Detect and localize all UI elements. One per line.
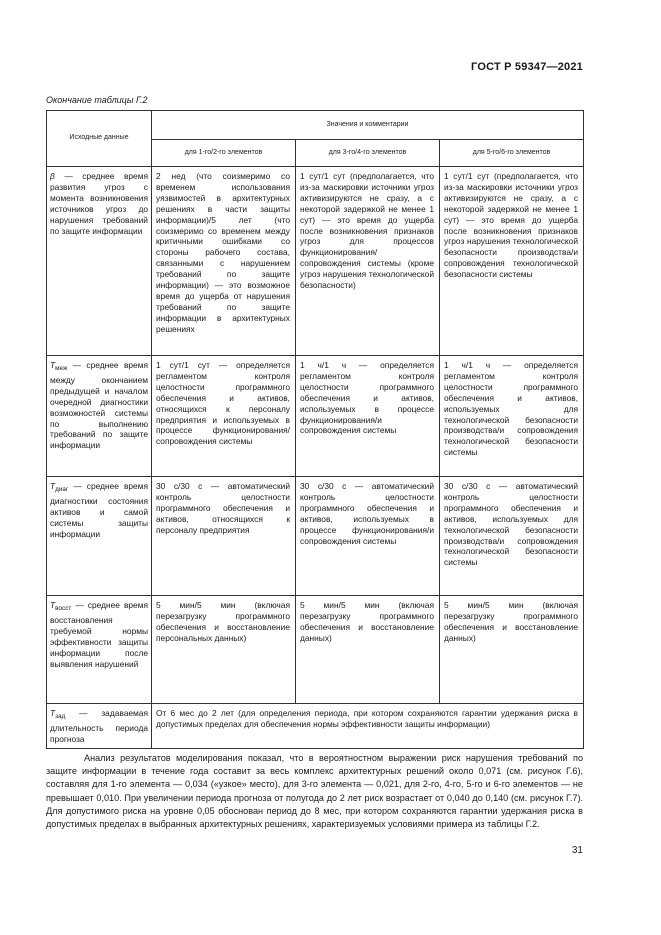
value-cell: 1 сут/1 сут — определяется регламентом контроля целостности программного обеспечения и активов, относящихся к персоналу предприятия и используемых в процессе функционирования/сопровождения системы <box>152 356 296 477</box>
merged-value-cell: От 6 мес до 2 лет (для определения периода, при котором сохраняются гарантии удержания риска в допустимых пределах для обеспечения нормы эффективности защиты информации) <box>152 704 584 749</box>
header-elements-1-2: для 1-го/2-го элементов <box>152 140 296 167</box>
value-cell: 5 мин/5 мин (включая перезагрузку программного обеспечения и восстановление данных) <box>296 596 440 704</box>
value-cell: 30 с/30 с — автоматический контроль целостности программного обеспечения и активов, используемых в процессе функционирования/и сопровождения системы <box>296 477 440 596</box>
param-t-zad: $T_{зад}$ — задаваемая длительность периода прогноза <box>47 704 152 749</box>
header-values-comments: Значения и комментарии <box>152 111 584 140</box>
data-table <box>46 110 584 749</box>
value-cell: 2 нед (что соизмеримо со временем использования уязвимостей в архитектурных решениях в части защиты информации)/5 лет (что соизмеримо со временем между критичными ошибками со стороны рабочего состава, связанными с нарушением требований по защите информации) — это возможное время до ущерба от нарушения требований по защите информации в архитектурных решениях <box>152 167 296 356</box>
value-cell: 30 с/30 с — автоматический контроль целостности программного обеспечения и активов, относящихся к персоналу предприятия <box>152 477 296 596</box>
table-row <box>47 167 584 356</box>
param-t-vosst: $T_{восст}$ — среднее время восстановления требуемой нормы эффективности защиты информации после выявления нарушений <box>47 596 152 704</box>
value-cell: 5 мин/5 мин (включая перезагрузку программного обеспечения и восстановление данных) <box>440 596 584 704</box>
value-cell: 1 ч/1 ч — определяется регламентом контроля целостности программного обеспечения и активов, используемых для технологической безопасности производства/и сопровождения технологической безопасности системы <box>440 356 584 477</box>
table-row <box>47 356 584 477</box>
param-beta: β — среднее время развития угроз с момента возникновения источников угроз до нарушения требований по защите информации <box>47 167 152 356</box>
value-cell: 1 ч/1 ч — определяется регламентом контроля целостности программного обеспечения и активов, используемых в процессе функционирования/и сопровождения системы <box>296 356 440 477</box>
param-t-diag: $T_{диаг}$ — среднее время диагностики состояния активов и самой системы защиты информации <box>47 477 152 596</box>
value-cell: 1 сут/1 сут (предполагается, что из-за маскировки источники угроз активизируются не сразу, а с некоторой задержкой не менее 1 сут) — это время до ущерба после возникновения признаков угроз для процессов функционирования/сопровождения системы (кроме угроз нарушения технологической безопасности) <box>296 167 440 356</box>
table-caption: Окончание таблицы Г.2 <box>46 95 148 105</box>
param-t-mezh: $T_{меж}$ — среднее время между окончанием предыдущей и началом очередной диагностики возможностей системы по выполнению требований по защите информации <box>47 356 152 477</box>
value-cell: 30 с/30 с — автоматический контроль целостности программного обеспечения и активов, используемых для технологической безопасности производства/и сопровождения технологической безопасности системы <box>440 477 584 596</box>
value-cell: 1 сут/1 сут (предполагается, что из-за маскировки источники угроз активизируются не сразу, а с некоторой задержкой не менее 1 сут) — это время до ущерба после возникновения признаков угроз нарушения технологической безопасности производства/и сопровождения технологической безопасности системы <box>440 167 584 356</box>
analysis-paragraph: Анализ результатов моделирования показал, что в вероятностном выражении риск нарушения требований по защите информации в течение года составит за весь комплекс архитектурных решений около 0,071 (см. рисунок Г.6), составляя для 1-го элемента — 0,034 («узкое» место), для 3-го элемента — 0,021, для 2-го, 4-го, 5-го и 6-го элементов — не превышает 0,010. При увеличении периода прогноза от полугода до 2 лет риск возрастает от 0,040 до 0,140 (см. рисунок Г.7). Для допустимого риска на уровне 0,05 обоснован период до 8 мес, при котором сохраняются гарантии удержания риска в допустимых пределах в выбранных архитектурных решениях, характеризуемых условиями примера из таблицы Г.2. <box>46 753 583 830</box>
page-number: 31 <box>571 845 583 856</box>
header-source-data: Исходные данные <box>47 111 152 167</box>
header-elements-3-4: для 3-го/4-го элементов <box>296 140 440 167</box>
table-row <box>47 477 584 596</box>
header-elements-5-6: для 5-го/6-го элементов <box>440 140 584 167</box>
document-standard-number: ГОСТ Р 59347—2021 <box>471 61 583 73</box>
table-row <box>47 704 584 749</box>
table-row <box>47 596 584 704</box>
value-cell: 5 мин/5 мин (включая перезагрузку программного обеспечения и восстановление персональных данных) <box>152 596 296 704</box>
